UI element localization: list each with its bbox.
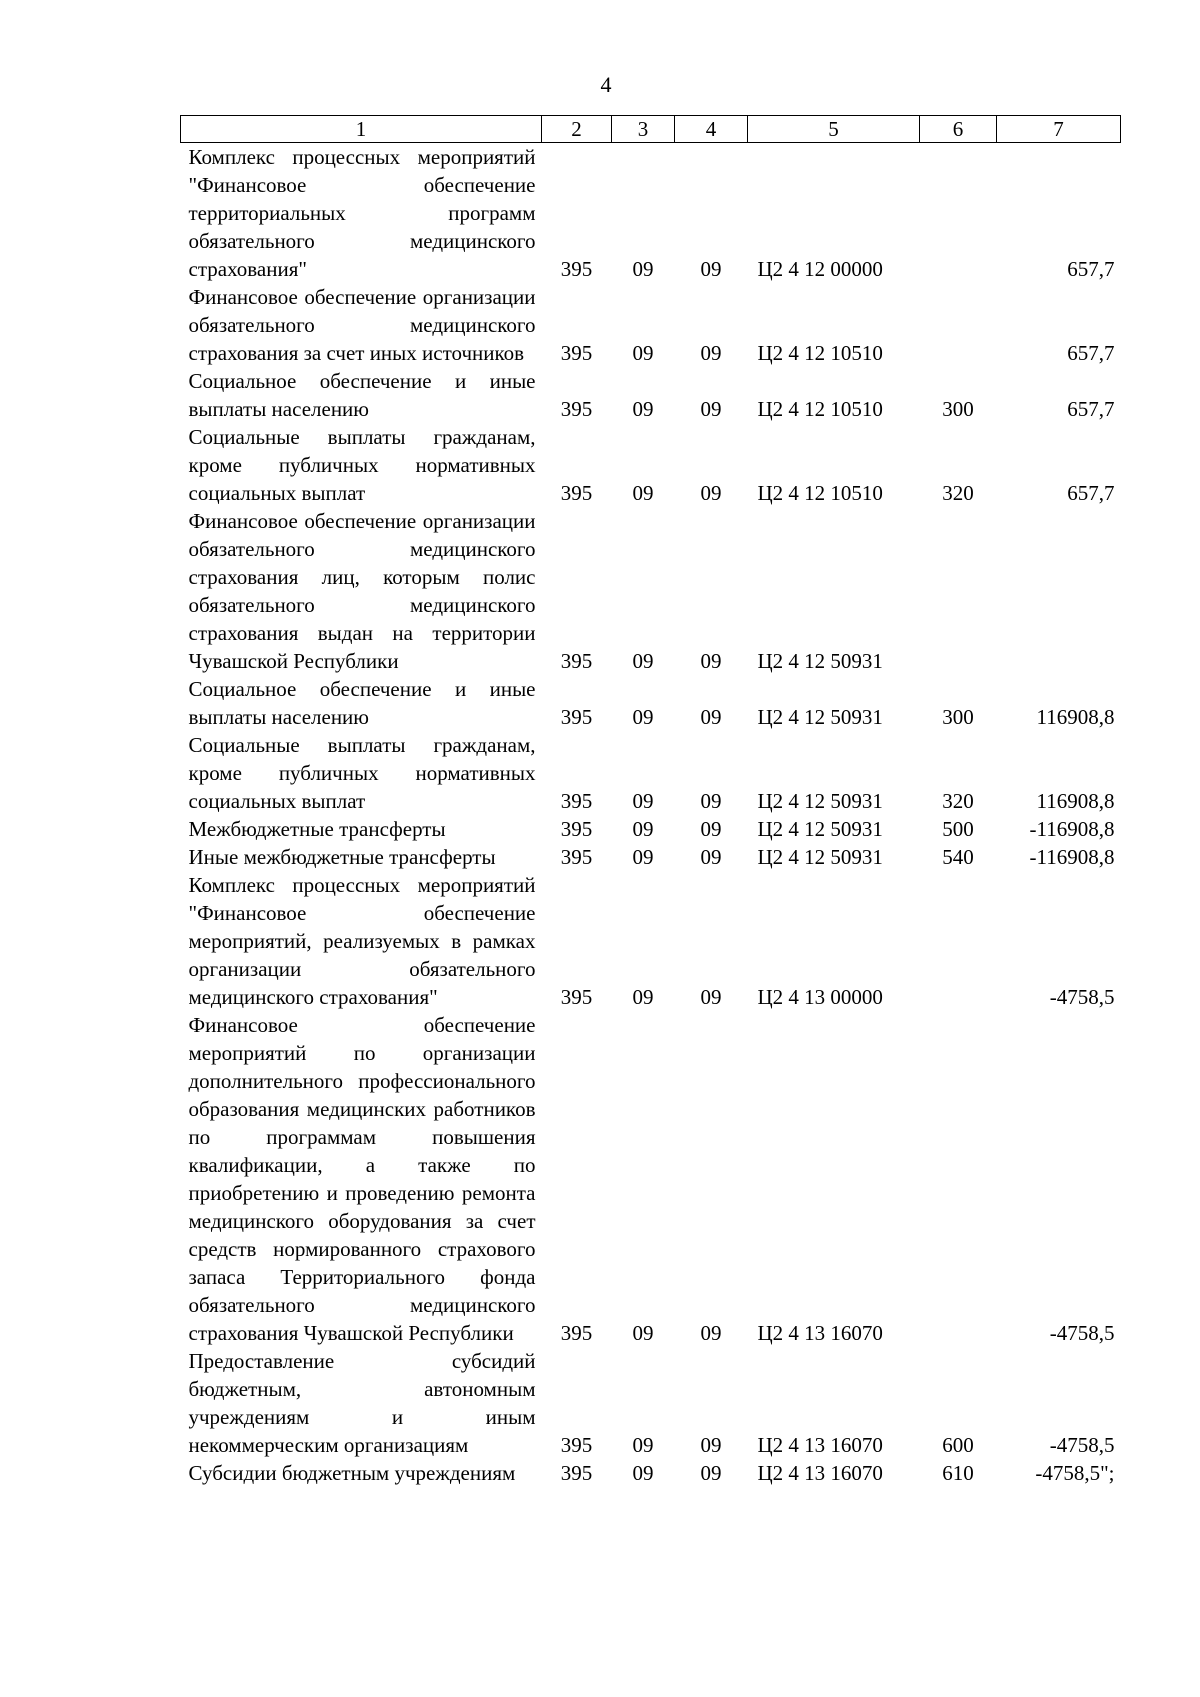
row-expense-kind: 540 — [942, 845, 974, 869]
row-amount: 657,7 — [1067, 257, 1115, 281]
table-row — [181, 1011, 1121, 1347]
header-row — [181, 116, 1121, 143]
row-expense-kind: 600 — [942, 1433, 974, 1457]
row-subsection: 09 — [700, 1321, 722, 1345]
row-target-code: Ц2 4 12 50931 — [757, 705, 883, 729]
row-section: 09 — [632, 1433, 654, 1457]
table-row — [181, 731, 1121, 815]
row-name: Социальные выплаты гражданам, кроме публичных нормативных социальных выплат — [188, 733, 536, 813]
row-expense-kind — [920, 871, 997, 1011]
row-subsection: 09 — [700, 1461, 722, 1485]
table-row — [181, 675, 1121, 731]
row-subsection: 09 — [700, 341, 722, 365]
row-amount: -4758,5 — [1049, 985, 1115, 1009]
row-target-code: Ц2 4 13 16070 — [757, 1321, 883, 1345]
table-row — [181, 143, 1121, 284]
header-cell: 3 — [612, 116, 675, 143]
row-name: Межбюджетные трансферты — [188, 817, 446, 841]
table-row — [181, 871, 1121, 1011]
budget-table — [180, 115, 1121, 1487]
row-target-code: Ц2 4 12 50931 — [757, 817, 883, 841]
row-section: 09 — [632, 481, 654, 505]
row-subsection: 09 — [700, 397, 722, 421]
row-subsection: 09 — [700, 649, 722, 673]
row-target-code: Ц2 4 12 10510 — [757, 397, 883, 421]
row-admin-code: 395 — [560, 257, 593, 281]
row-name: Финансовое обеспечение организации обязательного медицинского страхования за счет иных источников — [188, 285, 536, 365]
row-section: 09 — [632, 845, 654, 869]
row-target-code: Ц2 4 12 00000 — [757, 257, 883, 281]
row-expense-kind: 320 — [942, 481, 974, 505]
row-expense-kind: 610 — [942, 1461, 974, 1485]
row-amount: 116908,8 — [1036, 789, 1115, 813]
row-name: Социальное обеспечение и иные выплаты населению — [188, 369, 536, 421]
row-admin-code: 395 — [560, 1433, 593, 1457]
row-section: 09 — [632, 705, 654, 729]
row-target-code: Ц2 4 12 10510 — [757, 341, 883, 365]
row-amount: -4758,5 — [1049, 1433, 1115, 1457]
row-section: 09 — [632, 1321, 654, 1345]
row-target-code: Ц2 4 13 16070 — [757, 1461, 883, 1485]
row-name: Финансовое обеспечение мероприятий по организации дополнительного профессионального образования медицинских работников по программам повышения квалификации, а также по приобретению и проведению ремонта медицинского оборудования за счет средств нормированного страхового запаса Территориального фонда обязательного медицинского страхования Чувашской Республики — [188, 1013, 536, 1345]
header-cell: 5 — [748, 116, 920, 143]
row-name: Социальное обеспечение и иные выплаты населению — [188, 677, 536, 729]
row-expense-kind — [920, 283, 997, 367]
table-row — [181, 815, 1121, 843]
row-amount: -116908,8 — [1029, 817, 1115, 841]
row-section: 09 — [632, 985, 654, 1009]
page-number: 4 — [600, 72, 612, 97]
row-section: 09 — [632, 1461, 654, 1485]
row-target-code: Ц2 4 12 50931 — [757, 649, 883, 673]
row-target-code: Ц2 4 12 50931 — [757, 845, 883, 869]
row-name: Социальные выплаты гражданам, кроме публичных нормативных социальных выплат — [188, 425, 536, 505]
row-admin-code: 395 — [560, 481, 593, 505]
header-cell: 1 — [181, 116, 542, 143]
row-subsection: 09 — [700, 481, 722, 505]
table-row — [181, 1347, 1121, 1459]
row-target-code: Ц2 4 12 50931 — [757, 789, 883, 813]
row-admin-code: 395 — [560, 397, 593, 421]
header-cell: 4 — [675, 116, 748, 143]
table-row — [181, 507, 1121, 675]
row-amount: 116908,8 — [1036, 705, 1115, 729]
row-subsection: 09 — [700, 705, 722, 729]
row-admin-code: 395 — [560, 845, 593, 869]
row-target-code: Ц2 4 12 10510 — [757, 481, 883, 505]
row-section: 09 — [632, 397, 654, 421]
header-cell: 6 — [920, 116, 997, 143]
row-amount — [997, 507, 1121, 675]
row-admin-code: 395 — [560, 705, 593, 729]
row-subsection: 09 — [700, 845, 722, 869]
row-subsection: 09 — [700, 1433, 722, 1457]
row-admin-code: 395 — [560, 789, 593, 813]
row-admin-code: 395 — [560, 1321, 593, 1345]
row-amount: 657,7 — [1067, 341, 1115, 365]
row-admin-code: 395 — [560, 649, 593, 673]
row-admin-code: 395 — [560, 985, 593, 1009]
row-target-code: Ц2 4 13 00000 — [757, 985, 883, 1009]
row-amount: -4758,5 — [1049, 1321, 1115, 1345]
row-section: 09 — [632, 649, 654, 673]
row-section: 09 — [632, 817, 654, 841]
row-amount: -4758,5"; — [1035, 1461, 1115, 1485]
row-name: Комплекс процессных мероприятий "Финансовое обеспечение территориальных программ обязательного медицинского страхования" — [188, 145, 536, 281]
row-subsection: 09 — [700, 817, 722, 841]
row-section: 09 — [632, 341, 654, 365]
table-row — [181, 843, 1121, 871]
row-admin-code: 395 — [560, 341, 593, 365]
row-expense-kind — [920, 507, 997, 675]
row-section: 09 — [632, 789, 654, 813]
table-row — [181, 283, 1121, 367]
row-amount: 657,7 — [1067, 397, 1115, 421]
row-expense-kind — [920, 1011, 997, 1347]
row-name: Субсидии бюджетным учреждениям — [188, 1461, 516, 1485]
row-name: Финансовое обеспечение организации обязательного медицинского страхования лиц, которым полис обязательного медицинского страхования выдан на территории Чувашской Республики — [188, 509, 536, 673]
row-section: 09 — [632, 257, 654, 281]
table-row — [181, 423, 1121, 507]
row-admin-code: 395 — [560, 1461, 593, 1485]
header-cell: 7 — [997, 116, 1121, 143]
header-cell: 2 — [542, 116, 612, 143]
row-subsection: 09 — [700, 985, 722, 1009]
row-target-code: Ц2 4 13 16070 — [757, 1433, 883, 1457]
row-expense-kind: 500 — [942, 817, 974, 841]
row-name: Комплекс процессных мероприятий "Финансовое обеспечение мероприятий, реализуемых в рамках организации обязательного медицинского страхования" — [188, 873, 536, 1009]
row-subsection: 09 — [700, 789, 722, 813]
row-name: Предоставление субсидий бюджетным, автономным учреждениям и иным некоммерческим организациям — [188, 1349, 536, 1457]
row-admin-code: 395 — [560, 817, 593, 841]
row-expense-kind: 300 — [942, 397, 974, 421]
row-name: Иные межбюджетные трансферты — [188, 845, 496, 869]
table-row — [181, 1459, 1121, 1487]
row-expense-kind: 320 — [942, 789, 974, 813]
row-expense-kind: 300 — [942, 705, 974, 729]
row-amount: -116908,8 — [1029, 845, 1115, 869]
table-row — [181, 367, 1121, 423]
row-expense-kind — [920, 143, 997, 284]
row-subsection: 09 — [700, 257, 722, 281]
row-amount: 657,7 — [1067, 481, 1115, 505]
